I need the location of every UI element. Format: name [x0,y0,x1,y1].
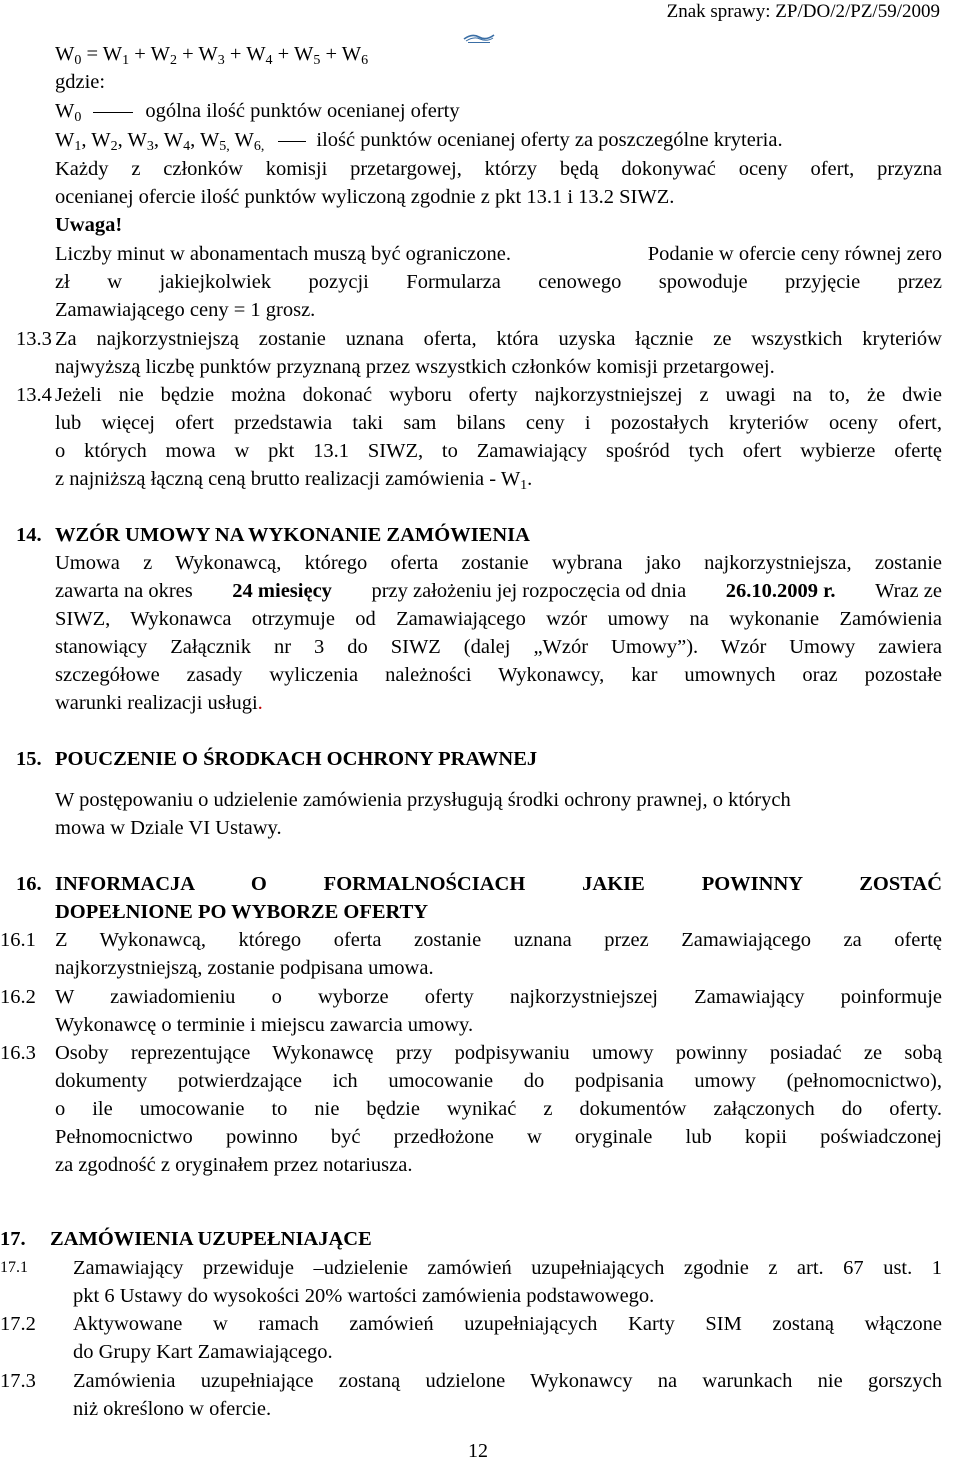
item-17-1 [0,1254,960,1310]
w0-description: ogólna ilość punktów ocenianej oferty [145,100,460,122]
item-line: Zamówienia uzupełniające zostaną udzielone Wykonawcy na warunkach nie gorszych [73,1370,942,1392]
note-heading: Uwaga! [55,214,123,236]
item-number: 17.1 [0,1259,28,1276]
section-number: 14. [16,524,42,546]
item-line: o których mowa w pkt 13.1 SIWZ, to Zamawiający spośród tych ofert wybierze ofertę [55,440,942,462]
paragraph-line: ocenianej ofercie ilość punktów wyliczoną zgodnie z pkt 13.1 i 13.2 SIWZ. [55,186,675,208]
item-number: 13.4 [16,384,52,406]
section-number: 16. [16,873,42,895]
item-line: z najniższą łączną ceną brutto realizacji zamówienia - $W_1$. [55,468,533,493]
section-title: WZÓR UMOWY NA WYKONANIE ZAMÓWIENIA [55,524,530,546]
paragraph-line: Każdy z członków komisji przetargowej, którzy będą dokonywać oceny ofert, przyzna [55,158,942,180]
item-number: 13.3 [16,328,52,350]
item-line: najwyższą liczbę punktów przyznaną przez wszystkich członków komisji przetargowej. [55,356,775,378]
contract-duration: 24 miesięcy [232,580,332,602]
section-number: 15. [16,748,42,770]
item-line: za zgodność z oryginałem przez notariusza. [55,1154,413,1176]
item-line: pkt 6 Ustawy do wysokości 20% wartości zamówienia podstawowego. [73,1285,655,1307]
paragraph-line: Zamawiającego ceny = 1 grosz. [55,299,316,321]
item-line: lub więcej ofert przedstawia taki sam bilans ceny i pozostałych kryteriów oceny ofert, [55,412,942,434]
item-number: 17.3 [0,1370,36,1392]
page-number: 12 [468,1440,488,1462]
formula-w0-line: $W_0$ ogólna ilość punktów ocenianej oferty [55,100,460,125]
item-line: Za najkorzystniejszą zostanie uznana oferta, która uzyska łącznie ze wszystkich kryteriów [55,328,942,350]
item-number: 16.1 [0,929,36,951]
paragraph-line [55,577,942,605]
paragraph-line: mowa w Dziale VI Ustawy. [55,817,282,839]
item-line: Jeżeli nie będzie można dokonać wyboru oferty najkorzystniejszej z uwagi na to, że dwie [55,384,942,406]
item-line: W zawiadomieniu o wyborze oferty najkorzystniejszej Zamawiający poinformuje [55,986,942,1008]
item-13-4 [0,381,960,497]
formula-equation: $W_0 = W_1 + W_2 + W_3 + W_4 + W_5 + W_6$ [55,43,369,68]
item-17-2 [0,1310,960,1366]
item-line: Aktywowane w ramach zamówień uzupełniających Karty SIM zostaną włączone [73,1313,942,1335]
section-title: ZAMÓWIENIA UZUPEŁNIAJĄCE [50,1228,372,1250]
formula-wn-line: $W_1$, $W_2$, $W_3$, $W_4$, $W_{5,}$ $W_{6,}$ ilość punktów ocenianej oferty za poszczególne kryteria. [55,129,783,154]
section-title: INFORMACJA O FORMALNOŚCIACH JAKIE POWINNY ZOSTAĆ [55,873,942,895]
note-text: Podanie w ofercie ceny równej zero [647,243,942,265]
item-line: Z Wykonawcą, którego oferta zostanie uznana przez Zamawiającego za ofertę [55,929,942,951]
paragraph-line: zł w jakiejkolwiek pozycji Formularza cenowego spowoduje przyjęcie przez [55,271,942,293]
paragraph-line: Umowa z Wykonawcą, którego oferta zostanie wybrana jako najkorzystniejsza, zostanie [55,552,942,574]
item-line-text: z najniższą łączną ceną brutto realizacji zamówienia - W [55,468,521,490]
start-date: 26.10.2009 r. [725,580,836,602]
item-line: o ile umocowanie to nie będzie wynikać z dokumentów załączonych do oferty. [55,1098,942,1120]
item-16-2 [0,983,960,1039]
item-line: niż określono w ofercie. [73,1398,272,1420]
text: . [257,692,263,714]
text: warunki realizacji usługi [55,692,258,714]
paragraph-line: W postępowaniu o udzielenie zamówienia przysługują środki ochrony prawnej, o których [55,789,791,811]
paragraph-line [55,689,942,717]
item-13-3 [0,325,960,385]
paragraph-line [55,240,942,268]
formula-where: gdzie: [55,71,106,93]
item-number: 16.2 [0,986,36,1008]
paragraph-line: SIWZ, Wykonawca otrzymuje od Zamawiającego wzór umowy na wykonanie Zamówienia [55,608,942,630]
case-reference: Znak sprawy: ZP/DO/2/PZ/59/2009 [666,1,940,22]
item-line: Pełnomocnictwo powinno być przedłożone w oryginale lub kopii poświadczonej [55,1126,942,1148]
item-number: 16.3 [0,1042,36,1064]
wn-description: ilość punktów ocenianej oferty za poszczególne kryteria. [316,129,783,151]
item-17-3 [0,1367,960,1423]
item-number: 17.2 [0,1313,36,1335]
section-number: 17. [0,1228,26,1250]
item-line: do Grupy Kart Zamawiającego. [73,1341,333,1363]
item-line: najkorzystniejszą, zostanie podpisana umowa. [55,957,434,979]
item-line: dokumenty potwierdzające ich umocowanie do podpisania umowy (pełnomocnictwo), [55,1070,942,1092]
item-16-3 [0,1039,960,1179]
text: zawarta na okres [55,580,193,602]
section-title-cont: DOPEŁNIONE PO WYBORZE OFERTY [55,901,429,923]
text: przy założeniu jej rozpoczęcia od dnia [371,580,687,602]
item-line: Osoby reprezentujące Wykonawcę przy podpisywaniu umowy powinny posiadać ze sobą [55,1042,942,1064]
section-title: POUCZENIE O ŚRODKACH OCHRONY PRAWNEJ [55,748,538,770]
paragraph-line: szczegółowe zasady wyliczenia należności Wykonawcy, kar umownych oraz pozostałe [55,664,942,686]
paragraph-line: stanowiący Załącznik nr 3 do SIWZ (dalej „Wzór Umowy”). Wzór Umowy zawiera [55,636,942,658]
text: Wraz ze [875,580,942,602]
item-line: Wykonawcę o terminie i miejscu zawarcia umowy. [55,1014,474,1036]
item-16-1 [0,926,960,982]
note-text: Liczby minut w abonamentach muszą być ograniczone. [55,243,511,265]
item-line: Zamawiający przewiduje –udzielenie zamówień uzupełniających zgodnie z art. 67 ust. 1 [73,1257,942,1279]
